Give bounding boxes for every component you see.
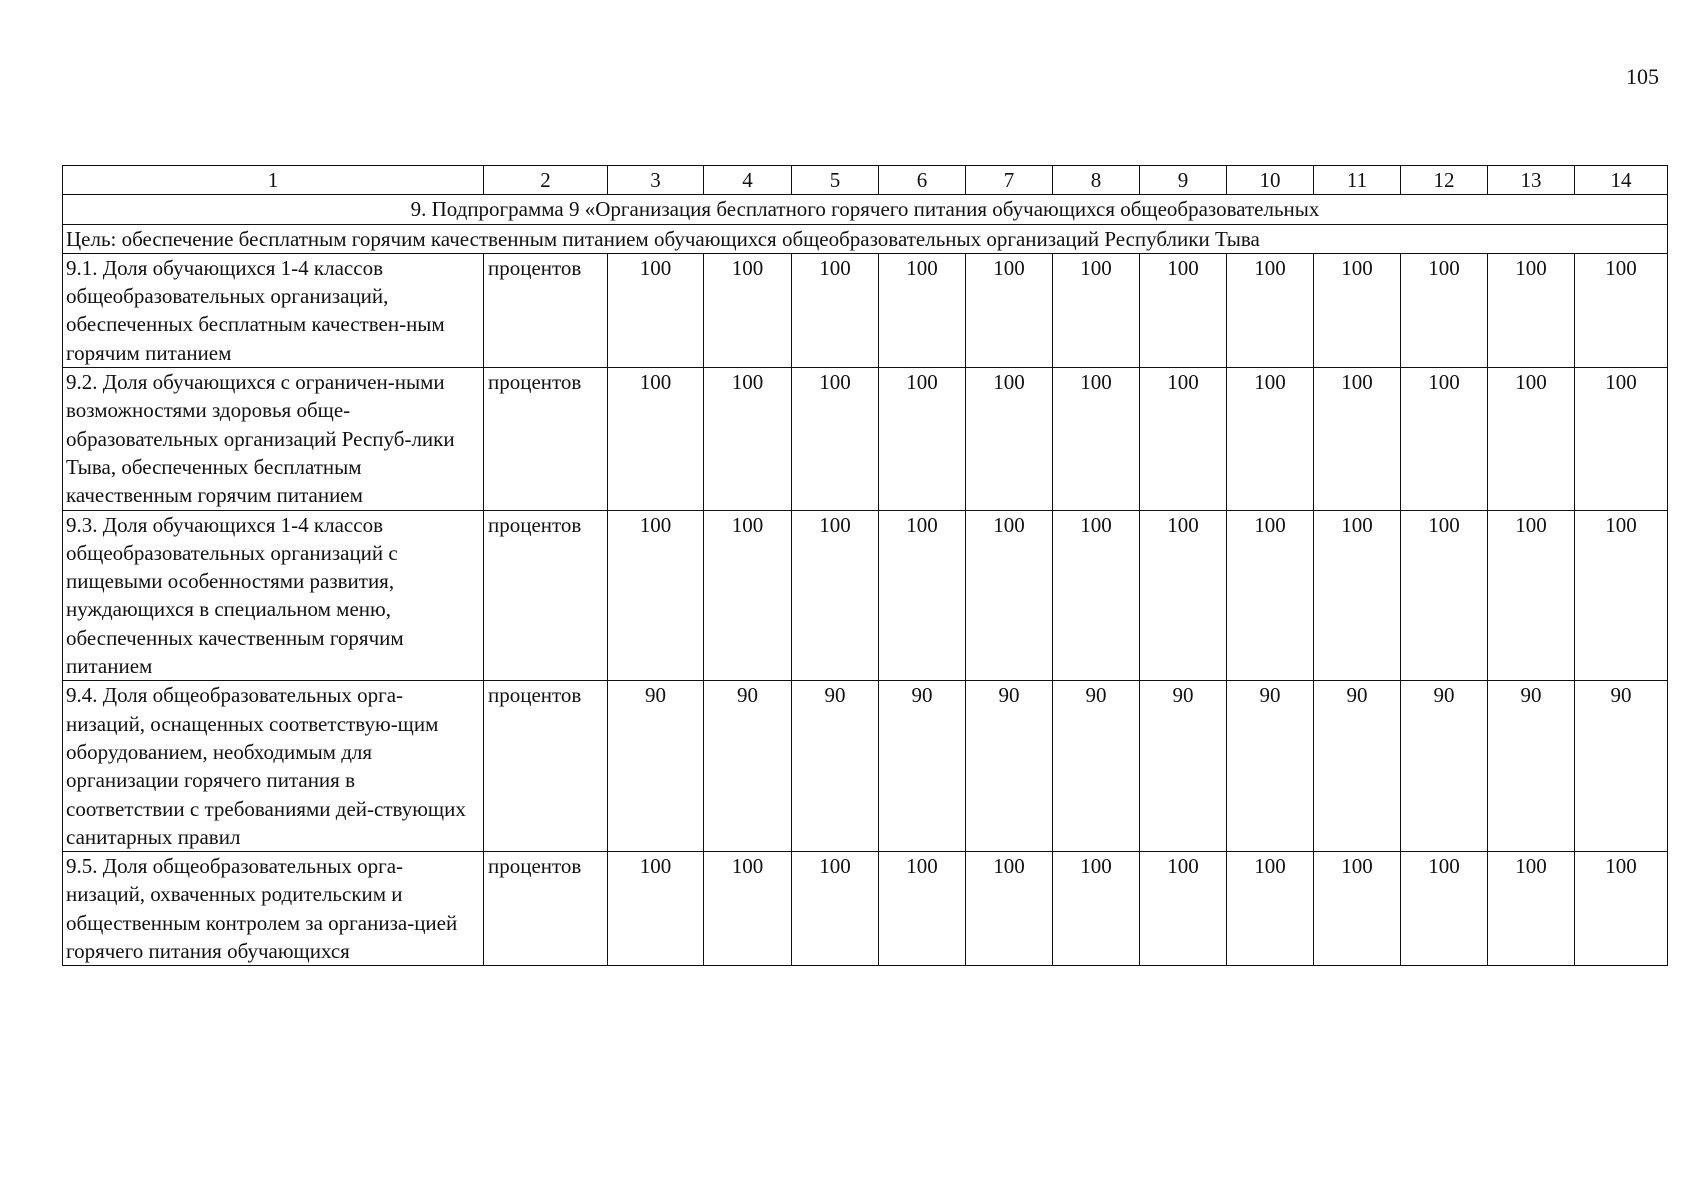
value-cell: 100 [1575,253,1668,367]
column-number: 11 [1314,166,1401,195]
value-cell: 100 [792,368,879,510]
value-cell: 100 [1401,368,1488,510]
column-number: 7 [966,166,1053,195]
value-cell: 100 [879,510,966,681]
value-cell: 100 [792,510,879,681]
value-cell: 100 [879,253,966,367]
column-number: 2 [484,166,608,195]
unit-cell: процентов [484,253,608,367]
value-cell: 100 [1401,253,1488,367]
column-number: 9 [1140,166,1227,195]
value-cell: 100 [1488,368,1575,510]
column-number: 12 [1401,166,1488,195]
value-cell: 90 [966,681,1053,852]
value-cell: 100 [1053,852,1140,966]
column-number: 3 [608,166,704,195]
table-row [63,253,1668,367]
column-number: 4 [704,166,792,195]
value-cell: 100 [608,510,704,681]
column-number: 10 [1227,166,1314,195]
value-cell: 100 [1401,510,1488,681]
unit-cell: процентов [484,368,608,510]
value-cell: 90 [792,681,879,852]
value-cell: 100 [966,510,1053,681]
indicators-table [62,165,1668,966]
indicator-name: 9.3. Доля обучающихся 1-4 классов общеобразовательных организаций с пищевыми особенностями развития, нуждающихся в специальном меню, обеспеченных качественным горячим питанием [63,510,484,681]
value-cell: 100 [1314,253,1401,367]
table-row [63,852,1668,966]
value-cell: 100 [966,852,1053,966]
indicator-name: 9.1. Доля обучающихся 1-4 классов общеобразовательных организаций, обеспеченных бесплатным качествен-ным горячим питанием [63,253,484,367]
value-cell: 100 [966,253,1053,367]
indicator-name: 9.5. Доля общеобразовательных орга-низаций, охваченных родительским и общественным контролем за организа-цией горячего питания обучающихся [63,852,484,966]
unit-cell: процентов [484,681,608,852]
page-number: 105 [1626,64,1659,89]
subprogram-row [63,195,1668,224]
value-cell: 100 [704,368,792,510]
value-cell: 100 [608,368,704,510]
indicator-name: 9.2. Доля обучающихся с ограничен-ными возможностями здоровья обще-образовательных организаций Респуб-лики Тыва, обеспеченных бесплатным качественным горячим питанием [63,368,484,510]
value-cell: 90 [1401,681,1488,852]
value-cell: 100 [1140,368,1227,510]
unit-cell: процентов [484,510,608,681]
goal-row [63,224,1668,253]
value-cell: 90 [704,681,792,852]
value-cell: 100 [1488,253,1575,367]
value-cell: 100 [1314,368,1401,510]
column-number: 5 [792,166,879,195]
value-cell: 100 [1314,510,1401,681]
value-cell: 100 [608,852,704,966]
value-cell: 90 [879,681,966,852]
column-number: 14 [1575,166,1668,195]
value-cell: 100 [1140,253,1227,367]
value-cell: 100 [792,253,879,367]
value-cell: 100 [1053,253,1140,367]
column-number: 6 [879,166,966,195]
value-cell: 100 [1227,852,1314,966]
table-row [63,510,1668,681]
column-number-row [63,166,1668,195]
value-cell: 100 [1575,852,1668,966]
value-cell: 90 [1140,681,1227,852]
value-cell: 100 [966,368,1053,510]
column-number: 1 [63,166,484,195]
value-cell: 100 [879,852,966,966]
value-cell: 100 [1401,852,1488,966]
value-cell: 100 [1488,510,1575,681]
value-cell: 100 [608,253,704,367]
value-cell: 100 [1575,510,1668,681]
value-cell: 100 [879,368,966,510]
table-row [63,681,1668,852]
value-cell: 90 [608,681,704,852]
value-cell: 100 [1053,510,1140,681]
value-cell: 90 [1227,681,1314,852]
value-cell: 90 [1314,681,1401,852]
value-cell: 90 [1053,681,1140,852]
value-cell: 100 [1227,368,1314,510]
value-cell: 100 [704,253,792,367]
column-number: 13 [1488,166,1575,195]
value-cell: 100 [1488,852,1575,966]
indicators-table-container [62,165,1661,966]
value-cell: 100 [1227,510,1314,681]
indicator-name: 9.4. Доля общеобразовательных орга-низаций, оснащенных соответствую-щим оборудованием, необходимым для организации горячего питания в соответствии с требованиями дей-ствующих санитарных правил [63,681,484,852]
value-cell: 100 [1575,368,1668,510]
value-cell: 100 [1053,368,1140,510]
value-cell: 90 [1575,681,1668,852]
value-cell: 100 [1314,852,1401,966]
value-cell: 100 [1140,510,1227,681]
value-cell: 100 [704,852,792,966]
value-cell: 100 [1227,253,1314,367]
column-number: 8 [1053,166,1140,195]
value-cell: 100 [1140,852,1227,966]
value-cell: 100 [704,510,792,681]
value-cell: 90 [1488,681,1575,852]
value-cell: 100 [792,852,879,966]
goal-text: Цель: обеспечение бесплатным горячим качественным питанием обучающихся общеобразовательных организаций Республики Тыва [63,224,1668,253]
table-row [63,368,1668,510]
unit-cell: процентов [484,852,608,966]
subprogram-title: 9. Подпрограмма 9 «Организация бесплатного горячего питания обучающихся общеобразовательных [63,195,1668,224]
